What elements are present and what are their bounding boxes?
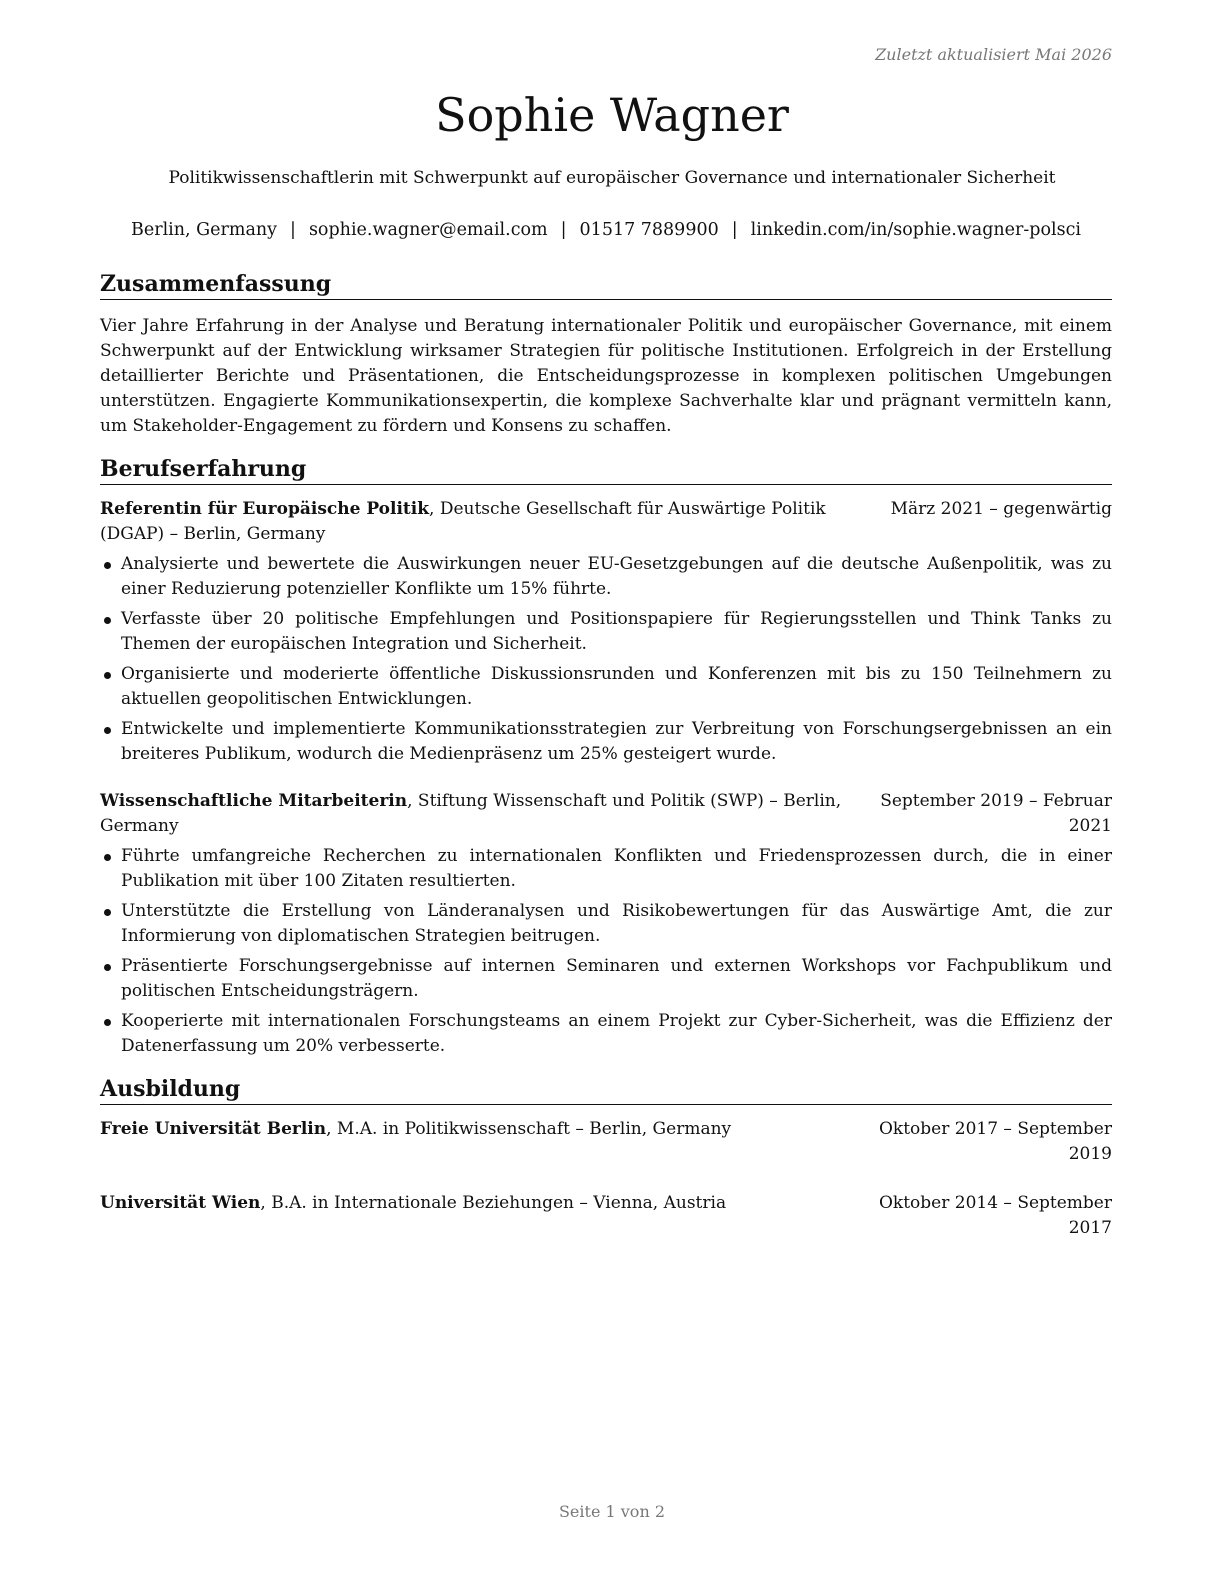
education-school: Freie Universität Berlin [100,1119,327,1139]
job-dates: März 2021 – gegenwärtig [890,499,1112,519]
education-school: Universität Wien [100,1193,261,1213]
job-bullet: Verfasste über 20 politische Empfehlungen und Positionspapiere für Regierungsstellen und Think Tanks zu Themen der europäischen Integration und Sicherheit. [100,607,1112,657]
contact-separator: | [290,220,296,240]
education-dates: Oktober 2014 – September 2017 [878,1193,1112,1238]
education-detail: , B.A. in Internationale Beziehungen – Vienna, Austria [260,1193,727,1213]
contact-separator: | [560,220,567,240]
job-dates: September 2019 – Februar 2021 [880,791,1112,836]
job-organization: , Stiftung Wissenschaft und Politik (SWP) – Berlin, Germany [100,791,842,836]
summary-text: Vier Jahre Erfahrung in der Analyse und Beratung internationaler Politik und europäischer Governance, mit einem Schwerpunkt auf der Entwicklung wirksamer Strategien für politische Institutionen. Erfolgreich in der Erstellung detaillierter Berichte und Präsentationen, die Entscheidungsprozesse in komplexen politischen Umgebungen unterstützen. Engagierte Kommunikationsexpertin, die komplexe Sachverhalte klar und prägnant vermitteln kann, um Stakeholder-Engagement zu fördern und Konsens zu schaffen. [100,316,1112,436]
job-bullet: Kooperierte mit internationalen Forschungsteams an einem Projekt zur Cyber-Sicherheit, was die Effizienz der Datenerfassung um 20% verbesserte. [100,1009,1112,1059]
job-bullet: Entwickelte und implementierte Kommunikationsstrategien zur Verbreitung von Forschungsergebnissen an ein breiteres Publikum, wodurch die Medienpräsenz um 25% gesteigert wurde. [100,717,1112,767]
candidate-name: Sophie Wagner [435,88,789,142]
job-title-line [100,789,859,839]
education-entry [100,1191,1112,1241]
job-bullet: Analysierte und bewertete die Auswirkungen neuer EU-Gesetzgebungen auf die deutsche Außenpolitik, was zu einer Reduzierung potenzieller Konflikte um 15% führte. [100,552,1112,602]
last-updated-note: Zuletzt aktualisiert Mai 2026 [875,45,1112,64]
contact-location: Berlin, Germany [130,220,278,240]
education-heading: Ausbildung [100,1075,1112,1105]
education-entry [100,1117,1112,1167]
education-dates: Oktober 2017 – September 2019 [878,1119,1112,1164]
contact-phone: 01517 7889900 [579,220,719,240]
job-bullet-list [100,552,1112,767]
job-bullet: Organisierte und moderierte öffentliche Diskussionsrunden und Konferenzen mit bis zu 150 Teilnehmern zu aktuellen geopolitischen Entwicklungen. [100,662,1112,712]
job-header [100,497,1112,547]
contact-separator: | [731,220,738,240]
job-role: Referentin für Europäische Politik [100,499,430,519]
contact-line [100,220,1112,240]
experience-heading: Berufserfahrung [100,455,1112,485]
education-title-line [100,1117,854,1142]
summary-heading: Zusammenfassung [100,270,1112,300]
job-bullet: Führte umfangreiche Recherchen zu internationalen Konflikten und Friedensprozessen durch, die in einer Publikation mit über 100 Zitaten resultierten. [100,844,1112,894]
resume-body [100,270,1112,1241]
job-role: Wissenschaftliche Mitarbeiterin [100,791,408,811]
contact-linkedin[interactable]: linkedin.com/in/sophie.wagner-polsci [750,220,1082,240]
education-title-line [100,1191,854,1216]
job-bullet: Präsentierte Forschungsergebnisse auf internen Seminaren und externen Workshops vor Fachpublikum und politischen Entscheidungsträgern. [100,954,1112,1004]
job-bullet: Unterstützte die Erstellung von Länderanalysen und Risikobewertungen für das Auswärtige Amt, die zur Informierung von diplomatischen Strategien beitrugen. [100,899,1112,949]
job-title-line [100,497,873,547]
education-detail: , M.A. in Politikwissenschaft – Berlin, Germany [326,1119,732,1139]
job-bullet-list [100,844,1112,1059]
job-organization: , Deutsche Gesellschaft für Auswärtige Politik (DGAP) – Berlin, Germany [100,499,826,544]
contact-email[interactable]: sophie.wagner@email.com [308,220,548,240]
page-number: Seite 1 von 2 [558,1502,666,1521]
candidate-tagline: Politikwissenschaftlerin mit Schwerpunkt auf europäischer Governance und internationaler Sicherheit [168,168,1056,188]
job-header [100,789,1112,839]
